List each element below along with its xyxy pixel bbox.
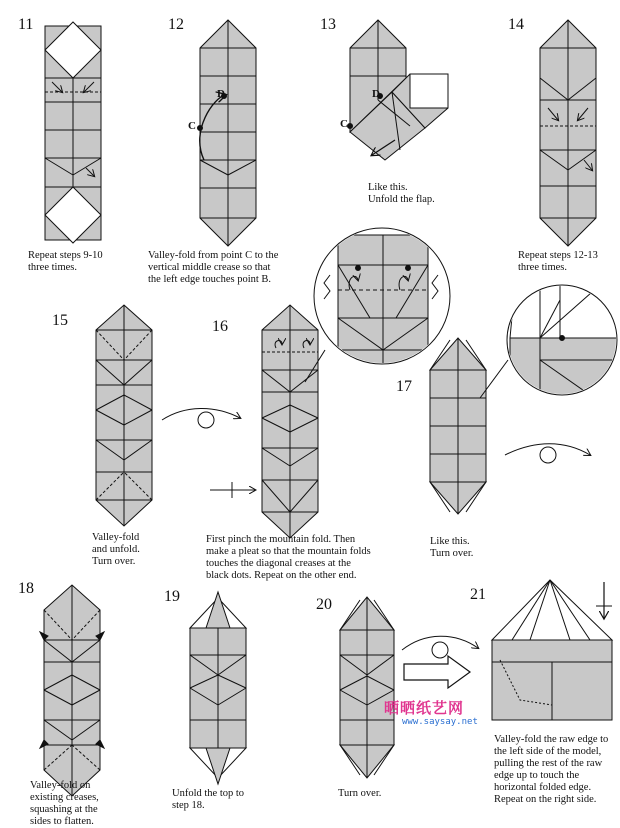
step-number-16: 16 bbox=[212, 318, 228, 335]
step-12-diagram bbox=[198, 20, 257, 246]
step-17-zoom bbox=[480, 285, 620, 400]
step-16-caption bbox=[206, 534, 371, 582]
step-16-zoom bbox=[305, 228, 450, 382]
step-21-diagram bbox=[492, 580, 612, 720]
caption-line: the left edge touches point B. bbox=[148, 274, 272, 285]
caption-line: sides to flatten. bbox=[30, 816, 94, 827]
step-14-diagram bbox=[540, 20, 596, 246]
step-12-caption bbox=[148, 250, 278, 286]
step-18-caption bbox=[30, 780, 99, 828]
next-step-arrow bbox=[404, 656, 470, 688]
caption-line: make a pleat so that the mountain folds bbox=[206, 546, 371, 557]
step-number-15: 15 bbox=[52, 312, 68, 329]
point-c-label: C bbox=[188, 120, 196, 132]
step-13-diagram bbox=[348, 20, 449, 160]
step-number-13: 13 bbox=[320, 16, 336, 33]
watermark-title: 晒晒纸艺网 bbox=[384, 699, 465, 717]
caption-line: black dots. Repeat on the other end. bbox=[206, 570, 357, 581]
step-number-18: 18 bbox=[18, 580, 34, 597]
caption-line: three times. bbox=[28, 262, 77, 273]
caption-line: Valley-fold bbox=[92, 532, 140, 543]
caption-line: existing creases, bbox=[30, 792, 99, 803]
step-20-diagram bbox=[340, 597, 394, 778]
step-number-21: 21 bbox=[470, 586, 486, 603]
caption-line: edge up to touch the bbox=[494, 770, 580, 781]
caption-line: Repeat on the right side. bbox=[494, 794, 597, 805]
point-d-label: D bbox=[372, 88, 380, 100]
caption-line: Turn over. bbox=[430, 548, 474, 559]
step-number-12: 12 bbox=[168, 16, 184, 33]
caption-line: First pinch the mountain fold. Then bbox=[206, 534, 356, 545]
caption-line: Unfold the top to bbox=[172, 788, 245, 799]
step-number-11: 11 bbox=[18, 16, 34, 33]
step-13-caption bbox=[368, 182, 435, 206]
step-number-19: 19 bbox=[164, 588, 180, 605]
caption-line: Turn over. bbox=[92, 556, 136, 567]
caption-line: Unfold the flap. bbox=[368, 194, 435, 205]
caption-line: Like this. bbox=[368, 182, 408, 193]
caption-line: step 18. bbox=[172, 800, 205, 811]
caption-line: touches the diagonal creases at the bbox=[206, 558, 351, 569]
step-19-diagram bbox=[190, 592, 246, 784]
step-21-caption bbox=[494, 734, 608, 806]
watermark-url: www.saysay.net bbox=[402, 717, 478, 727]
caption-line: Repeat steps 9-10 bbox=[28, 250, 103, 261]
turn-over-arrow-17 bbox=[505, 444, 590, 463]
step-11-diagram bbox=[45, 22, 101, 243]
point-d-label: D bbox=[217, 88, 225, 100]
caption-line: Valley-fold the raw edge to bbox=[494, 734, 609, 745]
pleat-arrow bbox=[210, 482, 255, 498]
caption-line: squashing at the bbox=[30, 804, 98, 815]
step-number-20: 20 bbox=[316, 596, 332, 613]
caption-line: three times. bbox=[518, 262, 567, 273]
step-14-caption bbox=[518, 250, 598, 274]
point-c-label: C bbox=[340, 118, 348, 130]
step-11-caption bbox=[28, 250, 103, 274]
step-15-caption bbox=[92, 532, 140, 568]
caption-line: Repeat steps 12-13 bbox=[518, 250, 598, 261]
caption-line: Valley-fold on bbox=[30, 780, 91, 791]
step-17-diagram bbox=[430, 338, 486, 514]
step-15-diagram bbox=[96, 305, 152, 526]
caption-line: Valley-fold from point C to the bbox=[148, 250, 279, 261]
turn-over-arrow bbox=[162, 408, 240, 428]
step-17-caption bbox=[430, 536, 473, 560]
turn-over-arrow-20 bbox=[402, 636, 478, 658]
step-20-caption bbox=[338, 788, 381, 800]
step-number-14: 14 bbox=[508, 16, 524, 33]
caption-line: Like this. bbox=[430, 536, 470, 547]
caption-line: horizontal folded edge. bbox=[494, 782, 592, 793]
caption-line: pulling the rest of the raw bbox=[494, 758, 603, 769]
step-18-diagram bbox=[40, 585, 104, 796]
caption-line: and unfold. bbox=[92, 544, 140, 555]
step-16-diagram bbox=[262, 305, 318, 538]
caption-line: vertical middle crease so that bbox=[148, 262, 271, 273]
step-19-caption bbox=[172, 788, 244, 812]
step-number-17: 17 bbox=[396, 378, 412, 395]
caption-line: Turn over. bbox=[338, 788, 382, 799]
caption-line: the left side of the model, bbox=[494, 746, 602, 757]
